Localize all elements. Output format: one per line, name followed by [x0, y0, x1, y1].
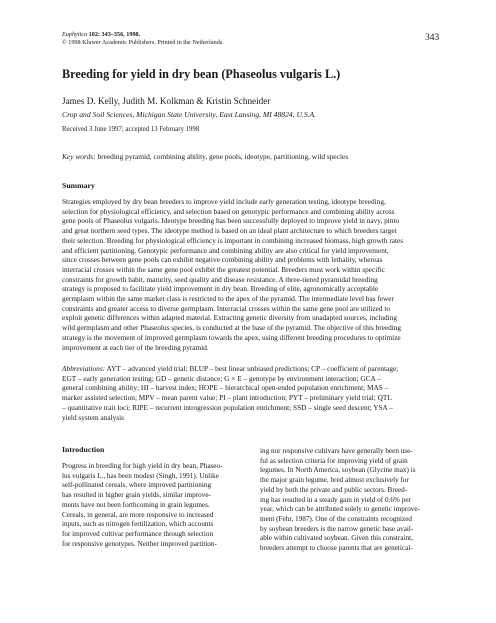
text-line: legumes. In North America, soybean (Glycine max) is — [260, 466, 416, 475]
text-line: and great northern seed types. The ideotype method is based on an ideal plant architecture to which breeders target — [62, 226, 397, 236]
text-line: breeders attempt to choose parents that are genetical- — [260, 544, 413, 553]
abbreviation-line: general combining ability; HI – harvest index; HOPE – hierarchical open-ended population enrichment; MAS – — [62, 383, 389, 393]
text-line: ments have not been forthcoming in grain legumes. — [62, 500, 210, 509]
text-line: inputs, such as nitrogen fertilization, which accounts — [62, 520, 214, 529]
text-line: for responsive genotypes. Neither improved partition- — [62, 539, 217, 548]
journal-citation: 102: 343–356, 1998. — [87, 31, 141, 38]
text-line: Strategies employed by dry bean breeders to improve yield include early generation testing, ideotype breeding, — [62, 197, 386, 206]
page-number: 343 — [425, 33, 440, 43]
text-line: Progress in breeding for high yield in dry bean, Phaseo- — [62, 462, 223, 470]
abbreviations-label: Abbreviations: — [62, 364, 106, 373]
text-line: since crosses between gene pools can exhibit negative combining ability and problems with lethality, whereas — [62, 255, 383, 265]
text-line: ment (Fehr, 1987). One of the constraints recognized — [260, 514, 413, 523]
text-line: self-pollinated cereals, where improved partitioning — [62, 481, 212, 490]
summary-text — [62, 197, 442, 352]
text-line: strategy is the movement of improved germplasm towards the apex, using different breeding procedures to optimize — [62, 332, 401, 342]
text-line: ing nor responsive cultivars have generally been use- — [260, 447, 413, 455]
summary-heading: Summary — [62, 181, 95, 190]
text-line: the major grain legume, bred almost exclusively for — [260, 476, 409, 485]
text-line: ful as selection criteria for improving yield of grain — [260, 456, 408, 465]
text-line: year, which can be attributed solely to genetic improve- — [260, 505, 420, 514]
abbreviation-line: – quantitative trait loci; RIPE – recurrent introgression population enrichment; SSD – single seed descent; YSA – — [62, 402, 393, 412]
text-line: strategy is proposed to facilitate yield improvement in dry bean. Breeding of elite, agronomically acceptable — [62, 284, 379, 294]
introduction-left-column — [62, 462, 245, 549]
introduction-heading: Introduction — [62, 445, 105, 454]
text-line: interracial crosses within the same gene pool exhibit the greatest potential. Breeders must work within specific — [62, 264, 385, 274]
article-authors: James D. Kelly, Judith M. Kolkman & Kristin Schneider — [62, 96, 271, 106]
text-line: wild germplasm and other Phaseolus species, is conducted at the base of the pyramid. The objective of this breeding — [62, 323, 402, 333]
author-affiliation: Crop and Soil Sciences, Michigan State University, East Lansing, MI 48824, U.S.A. — [62, 110, 317, 119]
text-line: their selection. Breeding for physiological efficiency is important in combining increased biomass, high growth rates — [62, 235, 404, 245]
text-line: constraints for growth habit, maturity, seed quality and disease resistance. A three-tiered pyramidal breeding — [62, 274, 378, 284]
received-dates: Received 3 June 1997; accepted 13 February 1998 — [62, 126, 200, 133]
journal-name: Euphytica — [62, 31, 88, 38]
abbreviation-line: yield system analysis — [62, 412, 125, 422]
text-line: Cereals, in general, are more responsive to increased — [62, 510, 214, 519]
text-line: selection for physiological efficiency, and selection based on genotypic performance and combining ability across — [62, 206, 395, 216]
abbreviation-line: EGT – early generation testing; GD – genetic distance; G × E – genotype by environment interaction; GCA – — [62, 373, 381, 383]
text-line: and efficient partitioning. Genotypic performance and combining ability are also critical for yield improvement, — [62, 245, 389, 255]
text-line: lus vulgaris L., has been modest (Singh, 1991). Unlike — [62, 471, 219, 480]
copyright-line: © 1998 Kluwer Academic Publishers. Printed in the Netherlands. — [62, 39, 224, 46]
abbreviations — [62, 364, 442, 422]
text-line: able within cultivated soybean. Given this constraint, — [260, 534, 413, 543]
keywords-label: Key words: — [62, 152, 96, 161]
text-line: germplasm within the same market class is restricted to the apex of the pyramid. The intermediate level has fewer — [62, 294, 394, 304]
text-line: for improved cultivar performance through selection — [62, 529, 214, 538]
abbreviation-line: marker assisted selection; MPV – mean parent value; PI – plant introduction; PYT – preliminary yield trial; QTL — [62, 393, 392, 403]
article-title: Breeding for yield in dry bean (Phaseolus vulgaris L.) — [62, 67, 341, 81]
text-line: exploit genetic differences within adapted material. Extracting genetic diversity from unadapted sources, including — [62, 313, 398, 323]
text-line: ing has resulted in a steady gain in yield of 0.6% per — [260, 495, 411, 504]
abbreviation-line: AYT – advanced yield trial; BLUP – best linear unbiased predictions; CP – coefficient of parentage; — [105, 364, 399, 373]
keywords — [62, 152, 442, 161]
journal-header — [62, 31, 442, 47]
introduction-right-column — [260, 447, 443, 554]
keywords-text: breeding pyramid, combining ability, gene pools, ideotype, partitioning, wild species — [95, 152, 349, 161]
text-line: constraints and greater access to diverse germplasm. Interracial crosses within the same gene pool are utilized to — [62, 303, 391, 313]
text-line: yield by both the private and public sectors. Breed- — [260, 485, 408, 494]
text-line: gene pools of Phaseolus vulgaris. Ideotype breeding has been successfully deployed to improve yield in navy, pinto — [62, 216, 400, 226]
text-line: has resulted in higher grain yields, similar improve- — [62, 491, 211, 500]
text-line: by soybean breeders is the narrow genetic base avail- — [260, 524, 414, 533]
text-line: improvement at each tier of the breeding pyramid. — [62, 342, 209, 352]
